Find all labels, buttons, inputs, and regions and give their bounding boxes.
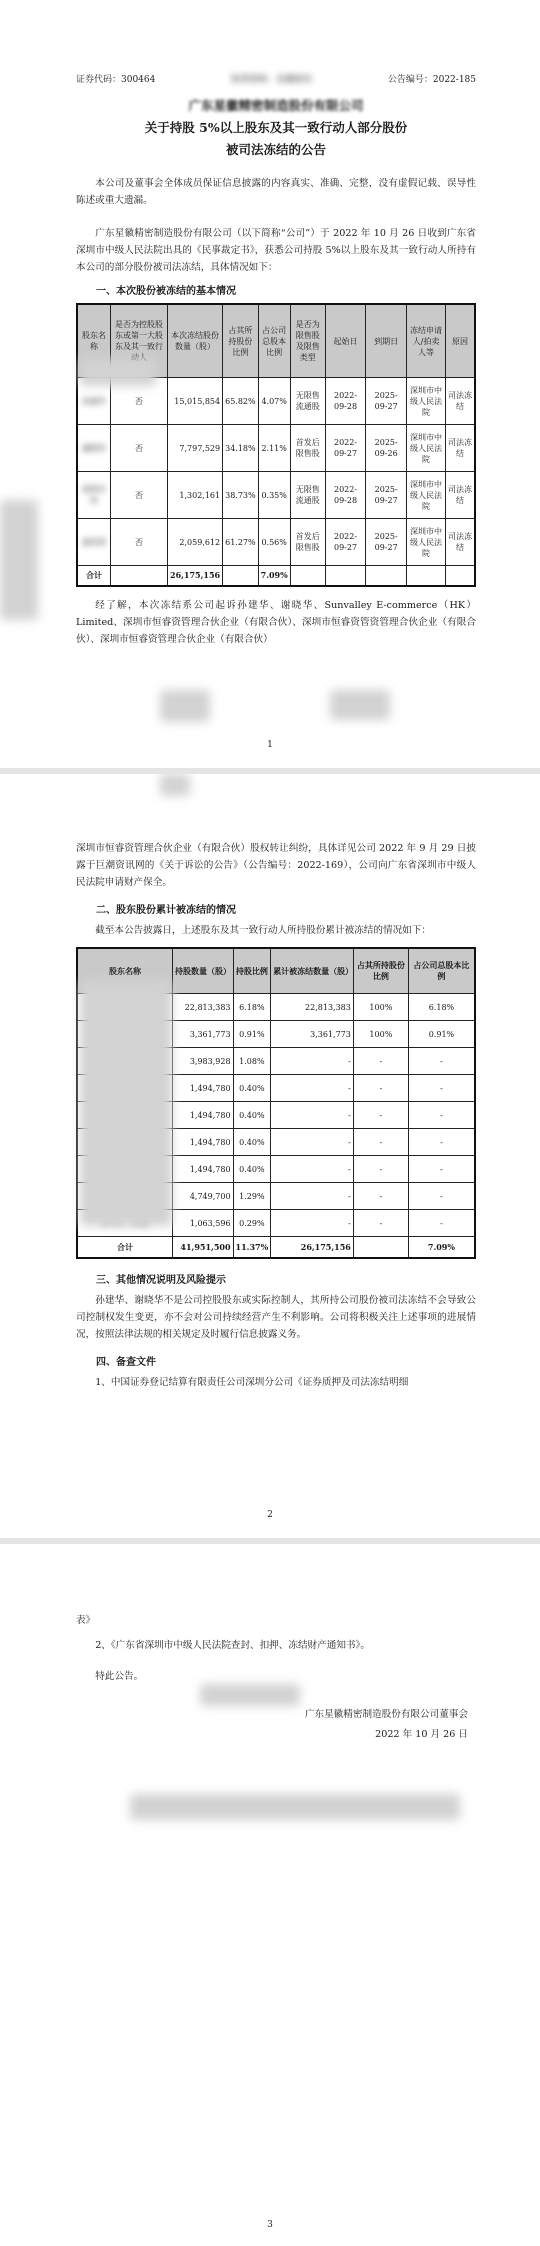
table-total-row — [77, 566, 475, 587]
cell: - — [408, 1210, 475, 1237]
cell: - — [408, 1156, 475, 1183]
col-holder: 股东名称 — [77, 948, 173, 994]
cell: - — [408, 1048, 475, 1075]
document-header — [76, 0, 476, 85]
cell: - — [408, 1075, 475, 1102]
cell: 2022-09-27 — [325, 425, 366, 472]
total-cell — [353, 1237, 408, 1259]
cell: - — [271, 1048, 354, 1075]
cell: 15,015,854 — [168, 378, 223, 425]
cell: 司法冻结 — [446, 472, 476, 519]
cell: 7,797,529 — [168, 425, 223, 472]
cell: 2025-09-27 — [366, 519, 407, 566]
total-label: 合计 — [77, 566, 111, 587]
col-is-controlling: 是否为控股股东或第一大股东及其一致行 — [111, 304, 168, 378]
section-1-heading: 一、本次股份被冻结的基本情况 — [96, 286, 236, 297]
stock-code: 证券代码：300464 — [76, 75, 156, 85]
col-held-shares: 持股数量（股） — [173, 948, 234, 994]
section-2-heading: 二、股东股份累计被冻结的情况 — [96, 905, 236, 916]
total-cell: 11.37% — [233, 1237, 271, 1259]
stock-abbr: 股票简称：星徽股份 — [231, 75, 313, 85]
cell: 否 — [111, 425, 168, 472]
cell: - — [353, 1075, 408, 1102]
reference-doc-2: 2、《广东省深圳市中级人民法院查封、扣押、冻结财产通知书》。 — [95, 1640, 370, 1651]
reference-doc-1-cont: 表》 — [76, 1615, 96, 1626]
cell: - — [353, 1183, 408, 1210]
cell: 2,059,612 — [168, 519, 223, 566]
cell: - — [271, 1129, 354, 1156]
freeze-detail-table — [76, 303, 476, 587]
cell: 0.40% — [233, 1075, 271, 1102]
cell: 3,361,773 — [271, 1021, 354, 1048]
board-statement: 本公司及董事会全体成员保证信息披露的内容真实、准确、完整，没有虚假记载、误导性陈述或重大遗漏。 — [76, 178, 476, 206]
cell: 首发后限售股 — [290, 519, 325, 566]
cell: 3,983,928 — [173, 1048, 234, 1075]
col-applicant: 冻结申请人/拍卖人等 — [407, 304, 446, 378]
explanation-paragraph: 经了解，本次冻结系公司起诉孙建华、谢晓华、Sunvalley E-commerce（HK）Limited、深圳市恒睿资管理合伙企业（有限合伙）、深圳市恒睿资管资管理合伙企业（有限合伙）、深圳市恒睿资管理合伙企业（有限合伙） — [76, 600, 476, 645]
cell: - — [353, 1156, 408, 1183]
col-end-date: 到期日 — [366, 304, 407, 378]
signer: 广东星徽精密制造股份有限公司董事会 — [304, 1709, 468, 1720]
cell: 2025-09-27 — [366, 472, 407, 519]
cell: 司法冻结 — [446, 425, 476, 472]
table-row — [77, 425, 475, 472]
cell: 6.18% — [233, 994, 271, 1021]
cell: - — [353, 1102, 408, 1129]
cell: 34.18% — [223, 425, 259, 472]
cell: 1,063,596 — [173, 1210, 234, 1237]
cell: 38.73% — [223, 472, 259, 519]
total-label: 合计 — [77, 1237, 173, 1259]
cell: 2025-09-27 — [366, 378, 407, 425]
col-pct-total: 占公司总股本比例 — [408, 948, 475, 994]
cell: - — [353, 1048, 408, 1075]
cell-holder: 孙建华 — [77, 378, 111, 425]
cell-holder: 睿资管 — [77, 519, 111, 566]
cell: 65.82% — [223, 378, 259, 425]
redaction — [130, 1794, 460, 1820]
cell: 1.29% — [233, 1183, 271, 1210]
cell: 1,494,780 — [173, 1156, 234, 1183]
cell: 1,494,780 — [173, 1075, 234, 1102]
cell: 深圳市中级人民法院 — [407, 519, 446, 566]
cell: 3,361,773 — [173, 1021, 234, 1048]
col-restricted: 是否为限售股及限售类型 — [290, 304, 325, 378]
table-total-row — [77, 1237, 475, 1259]
total-cell: 41,951,500 — [173, 1237, 234, 1259]
table-row — [77, 519, 475, 566]
closing-text: 特此公告。 — [95, 1671, 144, 1682]
page-number: 2 — [267, 1510, 273, 1520]
cell: 2022-09-28 — [325, 378, 366, 425]
cell: 0.91% — [233, 1021, 271, 1048]
col-frozen-shares: 累计被冻结数量（股） — [271, 948, 354, 994]
redaction — [330, 690, 390, 720]
cell: - — [408, 1183, 475, 1210]
continued-paragraph: 深圳市恒睿资管理合伙企业（有限合伙）股权转让纠纷，具体详见公司 2022 年 9 月 29 日披露于巨潮资讯网的《关于诉讼的公告》（公告编号：2022-169），公司向广东省深圳市中级人民法院申请财产保全。 — [76, 843, 476, 888]
page-number: 1 — [267, 740, 273, 750]
cell: 61.27% — [223, 519, 259, 566]
total-cell: 26,175,156 — [271, 1237, 354, 1259]
cell-empty — [366, 566, 407, 587]
redaction — [80, 980, 172, 1226]
cell: 2.11% — [258, 425, 290, 472]
redaction — [0, 500, 38, 620]
col-pct-total: 占公司总股本比例 — [258, 304, 290, 378]
page-number: 3 — [267, 2220, 273, 2230]
cell: 无限售流通股 — [290, 472, 325, 519]
cell: - — [408, 1102, 475, 1129]
cell-holder: 深圳市恒 — [77, 472, 111, 519]
cell: 2022-09-27 — [325, 519, 366, 566]
cell: 2022-09-28 — [325, 472, 366, 519]
total-shares: 26,175,156 — [168, 566, 223, 587]
cell: 4.07% — [258, 378, 290, 425]
cell-empty — [325, 566, 366, 587]
cell-empty — [446, 566, 476, 587]
notice-title-line1: 关于持股 5%以上股东及其一致行动人部分股份 — [144, 120, 408, 135]
total-cell: 7.09% — [408, 1237, 475, 1259]
total-pct: 7.09% — [258, 566, 290, 587]
cell-empty — [223, 566, 259, 587]
cell: 否 — [111, 519, 168, 566]
cell: 司法冻结 — [446, 378, 476, 425]
col-frozen-shares: 本次冻结股份数量（股） — [168, 304, 223, 378]
cell: 深圳市中级人民法院 — [407, 378, 446, 425]
cell: - — [353, 1210, 408, 1237]
cell: 否 — [111, 378, 168, 425]
cell: - — [271, 1102, 354, 1129]
cell: - — [271, 1075, 354, 1102]
signature-date: 2022 年 10 月 26 日 — [375, 1729, 468, 1740]
cell-holder: 谢晓华 — [77, 425, 111, 472]
cell: - — [271, 1183, 354, 1210]
section-3-paragraph: 孙建华、谢晓华不是公司控股股东或实际控制人，其所持公司股份被司法冻结不会导致公司控制权发生变更，亦不会对公司持续经营产生不利影响。公司将积极关注上述事项的进展情况，按照法律法规的相关规定及时履行信息披露义务。 — [76, 1295, 476, 1340]
cell: 0.40% — [233, 1156, 271, 1183]
col-holder: 股东名称 — [77, 304, 111, 378]
cell: 0.35% — [258, 472, 290, 519]
signature-block — [76, 1705, 468, 1745]
cell: 1,494,780 — [173, 1129, 234, 1156]
col-pct-held: 占其所持股份比例 — [353, 948, 408, 994]
cell: 0.56% — [258, 519, 290, 566]
cell: 司法冻结 — [446, 519, 476, 566]
col-start-date: 起始日 — [325, 304, 366, 378]
page-3 — [0, 1544, 540, 2246]
cell: 0.91% — [408, 1021, 475, 1048]
cell: 0.29% — [233, 1210, 271, 1237]
cell: 2025-09-26 — [366, 425, 407, 472]
section-4-heading: 四、备查文件 — [96, 1357, 156, 1368]
cell: - — [271, 1210, 354, 1237]
notice-title-line2: 被司法冻结的公告 — [225, 142, 326, 157]
cell: 100% — [353, 1021, 408, 1048]
cell: - — [271, 1156, 354, 1183]
cell: 1.08% — [233, 1048, 271, 1075]
cell: - — [353, 1129, 408, 1156]
intro-paragraph: 广东星徽精密制造股份有限公司（以下简称“公司”）于 2022 年 10 月 26 日收到广东省深圳市中级人民法院出具的《民事裁定书》，获悉公司持股 5%以上股东及其一致行动人所持有本公司的部分股份被司法冻结，具体情况如下： — [76, 228, 476, 273]
col-pct-held: 占其所持股份比例 — [223, 304, 259, 378]
section-3-heading: 三、其他情况说明及风险提示 — [96, 1275, 226, 1286]
redaction — [160, 774, 190, 796]
reference-doc-1: 1、中国证券登记结算有限责任公司深圳分公司《证券质押及司法冻结明细 — [95, 1377, 409, 1388]
notice-number: 公告编号：2022-185 — [387, 75, 476, 85]
cell: 深圳市中级人民法院 — [407, 425, 446, 472]
cell: 否 — [111, 472, 168, 519]
section-2-paragraph: 截至本公告披露日，上述股东及其一致行动人所持股份累计被冻结的情况如下： — [95, 925, 431, 936]
cell: 1,494,780 — [173, 1102, 234, 1129]
cell: 0.40% — [233, 1129, 271, 1156]
cell: 深圳市中级人民法院 — [407, 472, 446, 519]
cell: - — [408, 1129, 475, 1156]
cell-empty — [407, 566, 446, 587]
table-row — [77, 472, 475, 519]
col-held-pct: 持股比例 — [233, 948, 271, 994]
page-2 — [0, 774, 540, 1538]
page-1 — [0, 0, 540, 768]
col-reason: 原因 — [446, 304, 476, 378]
cell: 1,302,161 — [168, 472, 223, 519]
redaction — [160, 690, 210, 722]
cell: 无限售流通股 — [290, 378, 325, 425]
redaction — [200, 1684, 300, 1706]
cell-empty — [290, 566, 325, 587]
redaction — [80, 358, 156, 386]
company-title: 广东星徽精密制造股份有限公司 — [188, 98, 364, 113]
cell: 22,813,383 — [173, 994, 234, 1021]
cell: 22,813,383 — [271, 994, 354, 1021]
cell: 6.18% — [408, 994, 475, 1021]
cell: 0.40% — [233, 1102, 271, 1129]
cell-empty — [111, 566, 168, 587]
cell: 4,749,700 — [173, 1183, 234, 1210]
cell: 首发后限售股 — [290, 425, 325, 472]
cell: 100% — [353, 994, 408, 1021]
